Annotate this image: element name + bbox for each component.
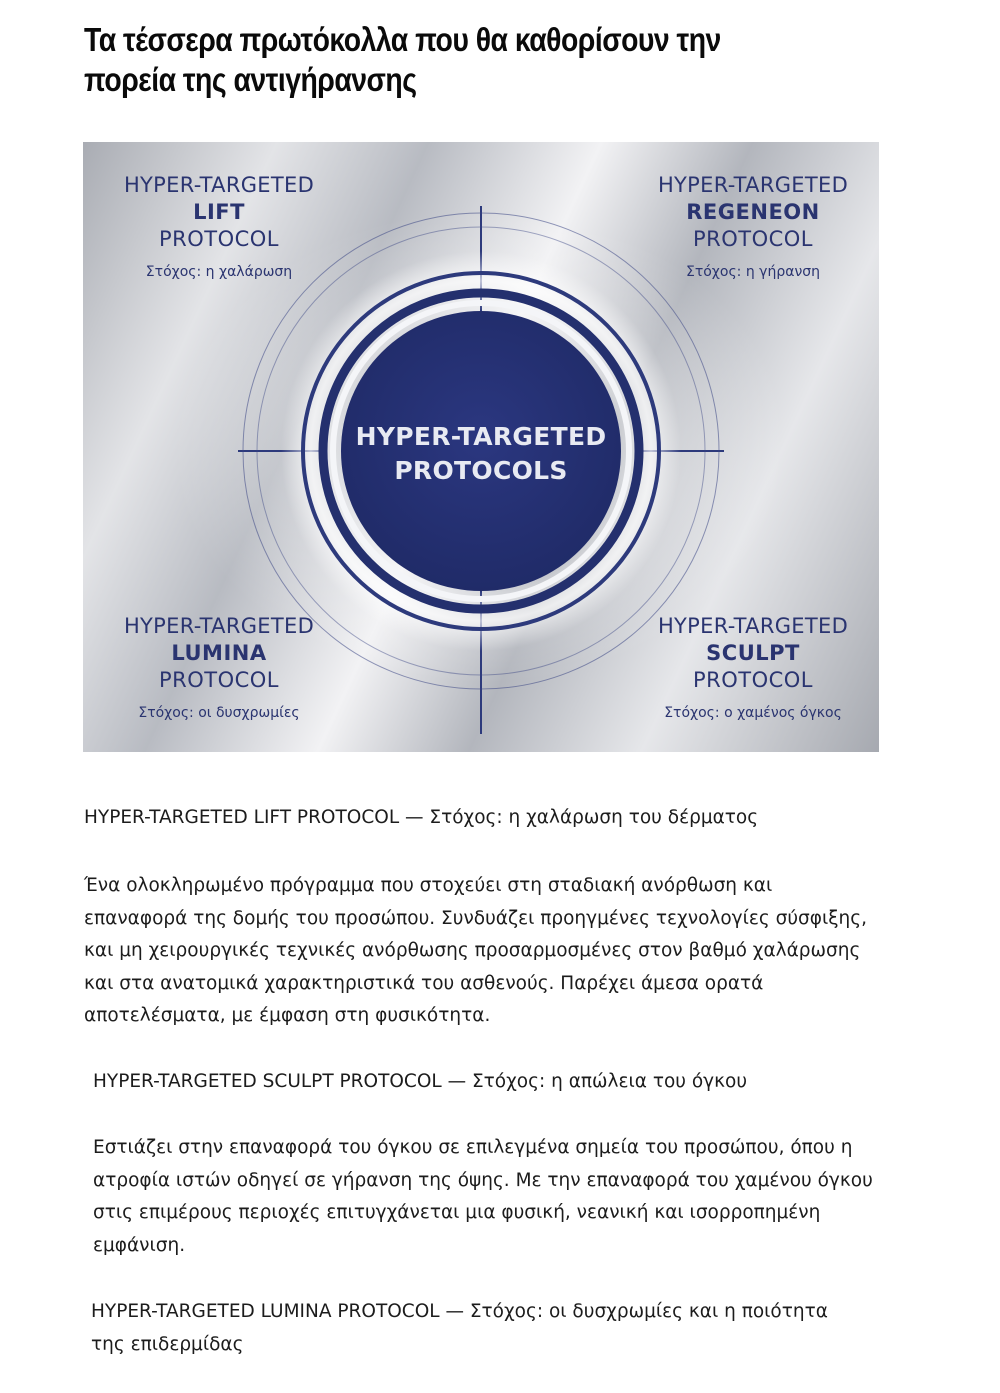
section-body-lift: Ένα ολοκληρωμένο πρόγραμμα που στοχεύει στη σταδιακή ανόρθωση και επαναφορά της δομής του προσώπου. Συνδυάζει προηγμένες τεχνολογίες σύσφιξης, και μη χειρουργικές τεχνικές ανόρθωσης προσαρμοσμένες στον βαθμό χαλάρωσης και στα ανατομικά χαρακτηριστικά του ασθενούς. Παρέχει άμεσα ορατά αποτελέσματα, με έμφαση στη φυσικότητα.	[84, 875, 868, 1026]
quadrant-protocol: PROTOCOL	[158, 668, 280, 692]
quadrant-goal: Στόχος: η χαλάρωση	[145, 264, 293, 280]
protocols-infographic	[83, 142, 879, 752]
quadrant-lumina	[89, 613, 349, 722]
section-heading-lumina: HYPER-TARGETED LUMINA PROTOCOL — Στόχος: οι δυσχρωμίες και η ποιότητα της επιδερμίδας	[91, 1301, 828, 1355]
quadrant-kicker: HYPER-TARGETED	[123, 614, 315, 638]
quadrant-lift	[89, 172, 349, 281]
quadrant-goal: Στόχος: οι δυσχρωμίες	[138, 705, 300, 721]
quadrant-kicker: HYPER-TARGETED	[657, 173, 849, 197]
quadrant-goal: Στόχος: η γήρανση	[685, 264, 821, 280]
quadrant-kicker: HYPER-TARGETED	[123, 173, 315, 197]
center-label	[331, 420, 631, 488]
section-heading-sculpt: HYPER-TARGETED SCULPT PROTOCOL — Στόχος: η απώλεια του όγκου	[93, 1071, 748, 1092]
quadrant-protocol: PROTOCOL	[158, 227, 280, 251]
center-line-1: HYPER-TARGETED	[355, 422, 607, 451]
quadrant-goal: Στόχος: ο χαμένος όγκος	[664, 705, 842, 721]
center-line-2: PROTOCOLS	[394, 456, 568, 485]
quadrant-name: LIFT	[193, 200, 245, 224]
quadrant-protocol: PROTOCOL	[692, 668, 814, 692]
quadrant-protocol: PROTOCOL	[692, 227, 814, 251]
quadrant-sculpt	[623, 613, 879, 722]
quadrant-regeneon	[623, 172, 879, 281]
section-heading-lift: HYPER-TARGETED LIFT PROTOCOL — Στόχος: η χαλάρωση του δέρματος	[84, 807, 759, 828]
quadrant-name: SCULPT	[706, 641, 800, 665]
quadrant-name: REGENEON	[686, 200, 820, 224]
quadrant-kicker: HYPER-TARGETED	[657, 614, 849, 638]
quadrant-name: LUMINA	[171, 641, 267, 665]
section-body-sculpt: Εστιάζει στην επαναφορά του όγκου σε επιλεγμένα σημεία του προσώπου, όπου η ατροφία ιστών οδηγεί σε γήρανση της όψης. Με την επαναφορά του χαμένου όγκου στις επιμέρους περιοχές επιτυγχάνεται μια φυσική, νεανική και ισορροπημένη εμφάνιση.	[93, 1137, 873, 1256]
article-title: Τα τέσσερα πρωτόκολλα που θα καθορίσουν την πορεία της αντιγήρανσης	[84, 21, 721, 98]
